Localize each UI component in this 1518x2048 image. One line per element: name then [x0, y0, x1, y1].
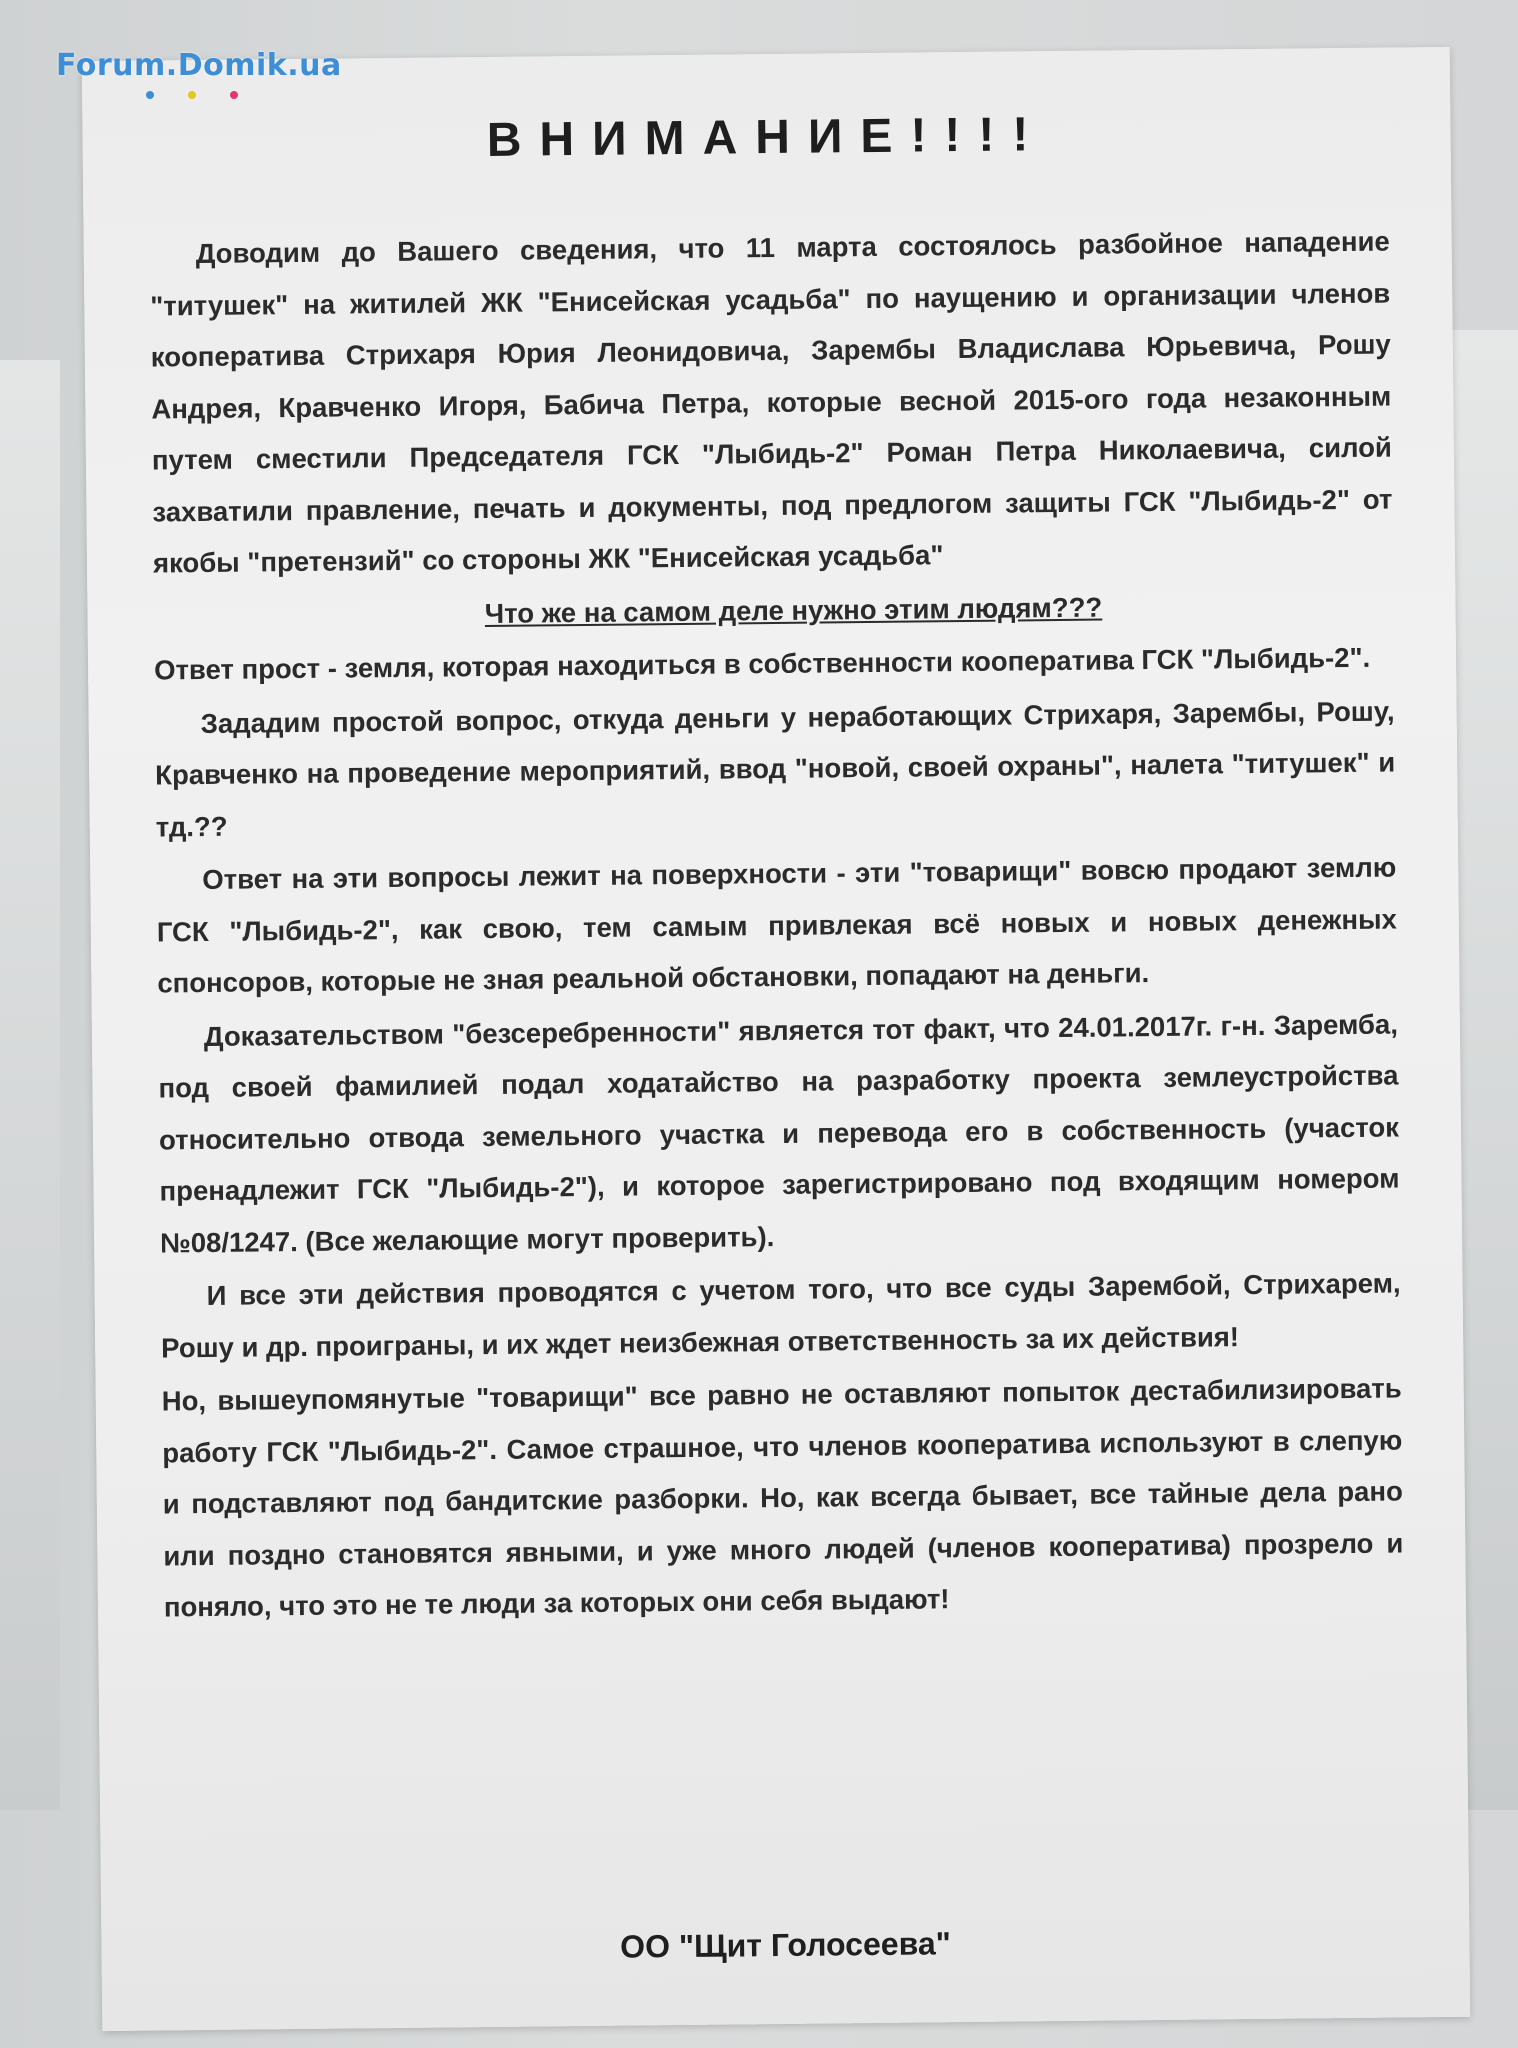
paragraph-intro: Доводим до Вашего сведения, что 11 марта состоялось разбойное нападение "титушек" на житилей ЖК "Енисейская усадьба" по наущению и организации членов кооператива Стрихаря Юрия Леонидовича, Зарембы Владислава Юрьевича, Рошу Андрея, Кравченко Игоря, Бабича Петра, которые весной 2015-ого года незаконным путем сместили Председателя ГСК "Лыбидь-2" Роман Петра Николаевича, силой захватили правление, печать и документы, под предлогом защиты ГСК "Лыбидь-2" от якобы "претензий" со стороны ЖК "Енисейская усадьба": [150, 225, 1393, 579]
watermark-dot: [188, 91, 196, 99]
paragraph-answer: Ответ прост - земля, которая находиться в собственности кооператива ГСК "Лыбидь-2".: [153, 641, 1371, 686]
notice-sheet: [82, 47, 1471, 2031]
notice-signature: ОО "Щит Голосеева": [619, 1925, 951, 1965]
watermark-logo: Forum.Domik.ua: [56, 48, 342, 83]
paragraph-conclusion: Но, вышеупомянутые "товарищи" все равно не оставляют попыток дестабилизировать работу ГСК "Лыбидь-2". Самое страшное, что членов кооператива используют в слепую и подставляют под бандитские разборки. Но, как всегда бывает, все тайные дела рано или поздно становятся явными, и уже много людей (членов кооператива) прозрело и поняло, что это не те люди за которых они себя выдают!: [161, 1372, 1404, 1623]
notice-title: ВНИМАНИЕ!!!!: [486, 108, 1047, 167]
watermark-dot: [146, 91, 154, 99]
wall-background-left: [0, 360, 60, 1810]
notice-body: [149, 216, 1404, 1635]
paragraph-question: Зададим простой вопрос, откуда деньги у неработающих Стрихаря, Зарембы, Рошу, Кравченко на проведение мероприятий, ввод "новой, своей охраны", налета "титушек" и тд.??: [155, 695, 1396, 842]
paragraph-evidence: Доказательством "безсеребренности" является тот факт, что 24.01.2017г. г-н. Заремба, под своей фамилией подал ходатайство на разработку проекта землеустройства относительно отвода земельного участка и перевода его в собственность (участок пренадлежит ГСК "Лыбидь-2"), и которое зарегистрировано под входящим номером №08/1247. (Все желающие могут проверить).: [158, 1007, 1400, 1258]
paragraph-explanation: Ответ на эти вопросы лежит на поверхности - эти "товарищи" вовсю продают землю ГСК "Лыбидь-2", как свою, тем самым привлекая всё новых и новых денежных спонсоров, которые не зная реальной обстановки, попадают на деньги.: [156, 851, 1397, 999]
notice-subheading: Что же на самом деле нужно этим людям???: [484, 591, 1103, 629]
paragraph-courts: И все эти действия проводятся с учетом того, что все суды Зарембой, Стрихарем, Рошу и др. проиграны, и их ждет неизбежная ответственность за их действия!: [161, 1267, 1401, 1363]
watermark-dot: [230, 91, 238, 99]
watermark-dots: [146, 86, 272, 104]
